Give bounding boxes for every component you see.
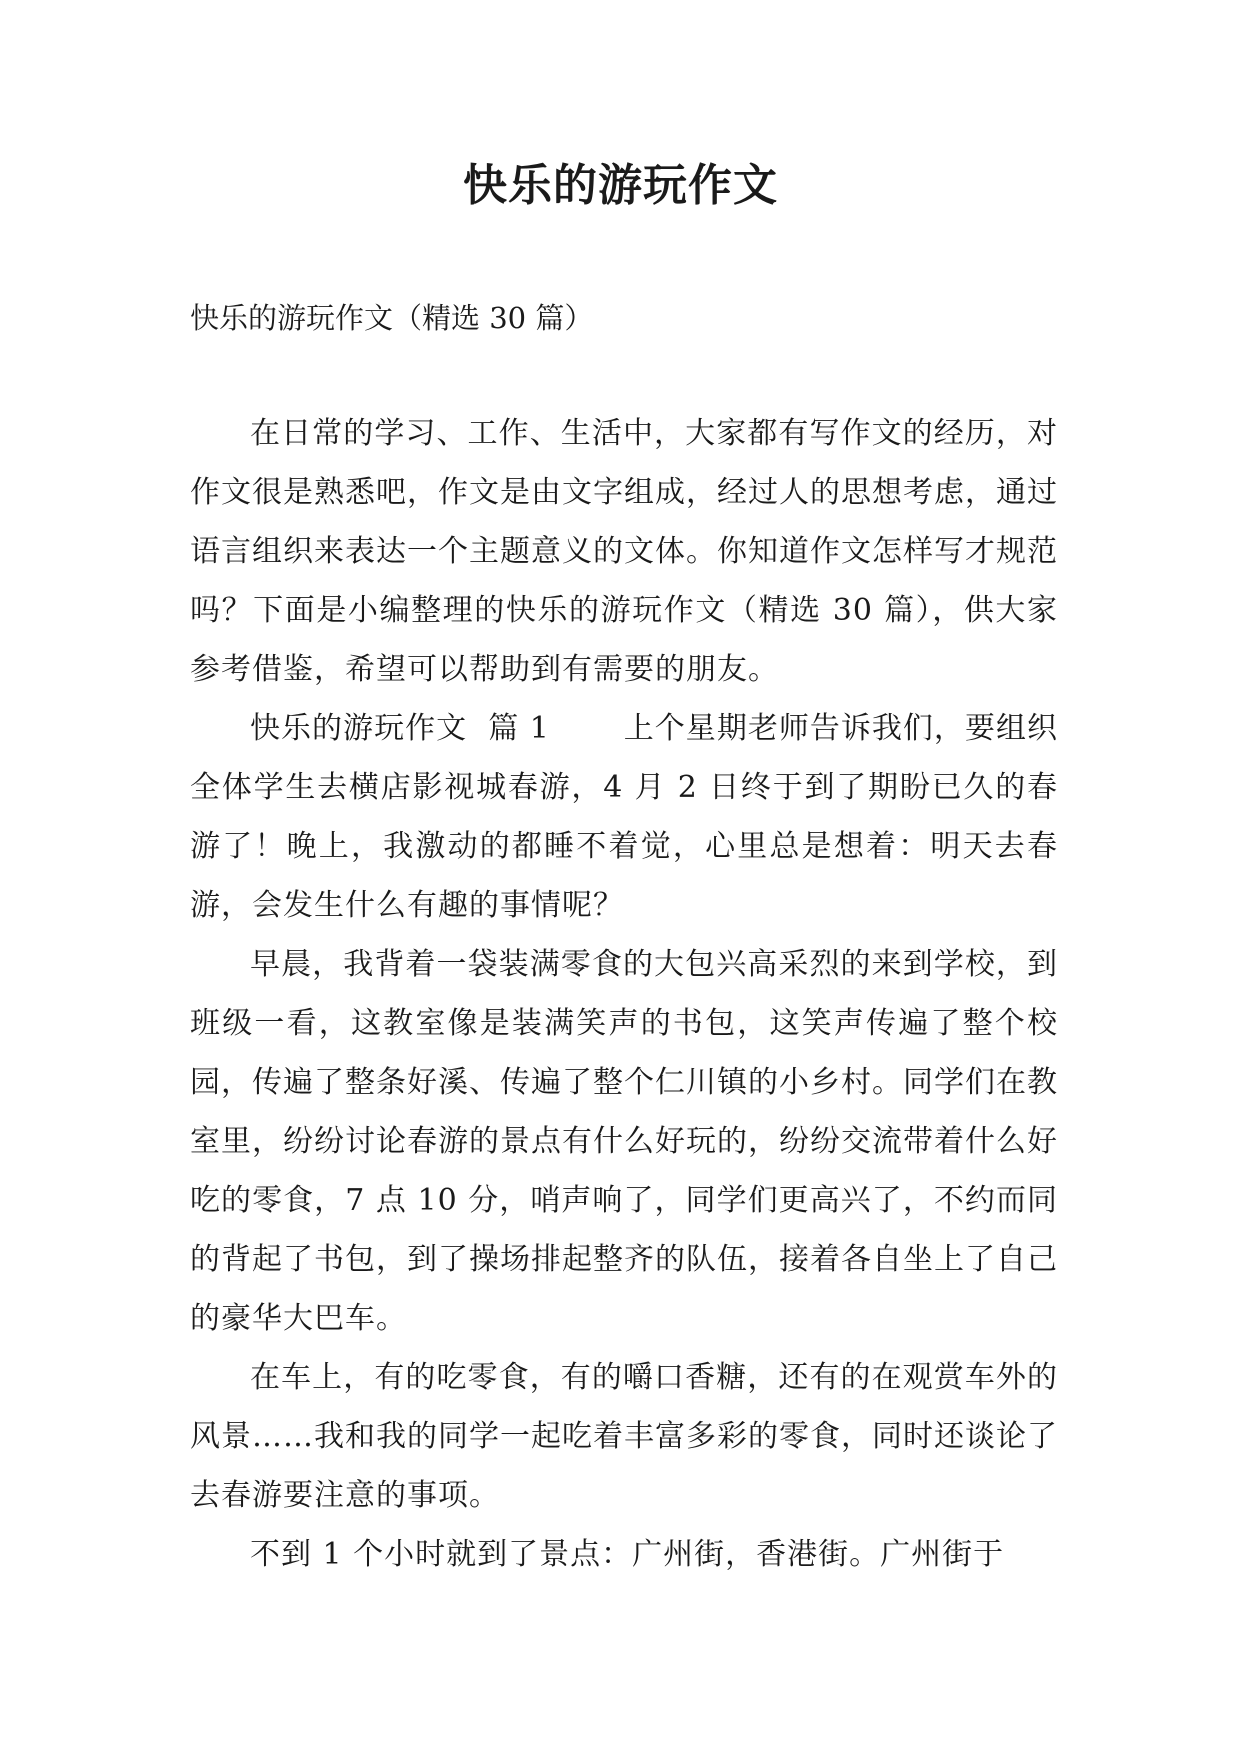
document-body <box>190 404 1058 1584</box>
paragraph-text: 早晨，我背着一袋装满零食的大包兴高采烈的来到学校，到班级一看，这教室像是装满笑声的书包，这笑声传遍了整个校园，传遍了整条好溪、传遍了整个仁川镇的小乡村。同学们在教室里，纷纷讨论春游的景点有什么好玩的，纷纷交流带着什么好吃的零食，7 点 10 分，哨声响了，同学们更高兴了，不约而同的背起了书包，到了操场排起整齐的队伍，接着各自坐上了自己的豪华大巴车。 <box>190 947 1058 1336</box>
paragraph-intro <box>190 404 1058 699</box>
paragraph-text: 在车上，有的吃零食，有的嚼口香糖，还有的在观赏车外的风景……我和我的同学一起吃着丰富多彩的零食，同时还谈论了去春游要注意的事项。 <box>190 1360 1058 1513</box>
section-heading: 快乐的游玩作文 篇 1 <box>250 711 550 746</box>
paragraph-arrival <box>190 1525 1058 1584</box>
paragraph-text: 上个星期老师告诉我们，要组织全体学生去横店影视城春游，4 月 2 日终于到了期盼已久的春游了！晚上，我激动的都睡不着觉，心里总是想着：明天去春游，会发生什么有趣的事情呢？ <box>190 711 1058 923</box>
document-title: 快乐的游玩作文 <box>463 160 778 211</box>
document-subtitle: 快乐的游玩作文（精选 30 篇） <box>190 301 594 335</box>
paragraph-text: 在日常的学习、工作、生活中，大家都有写作文的经历，对作文很是熟悉吧，作文是由文字组成，经过人的思想考虑，通过语言组织来表达一个主题意义的文体。你知道作文怎样写才规范吗？下面是小编整理的快乐的游玩作文（精选 30 篇），供大家参考借鉴，希望可以帮助到有需要的朋友。 <box>190 416 1058 687</box>
paragraph-bus <box>190 1348 1058 1525</box>
paragraph-text: 不到 1 个小时就到了景点：广州街，香港街。广州街于 <box>250 1537 1005 1572</box>
paragraph-morning <box>190 935 1058 1348</box>
paragraph-section-1 <box>190 699 1058 935</box>
